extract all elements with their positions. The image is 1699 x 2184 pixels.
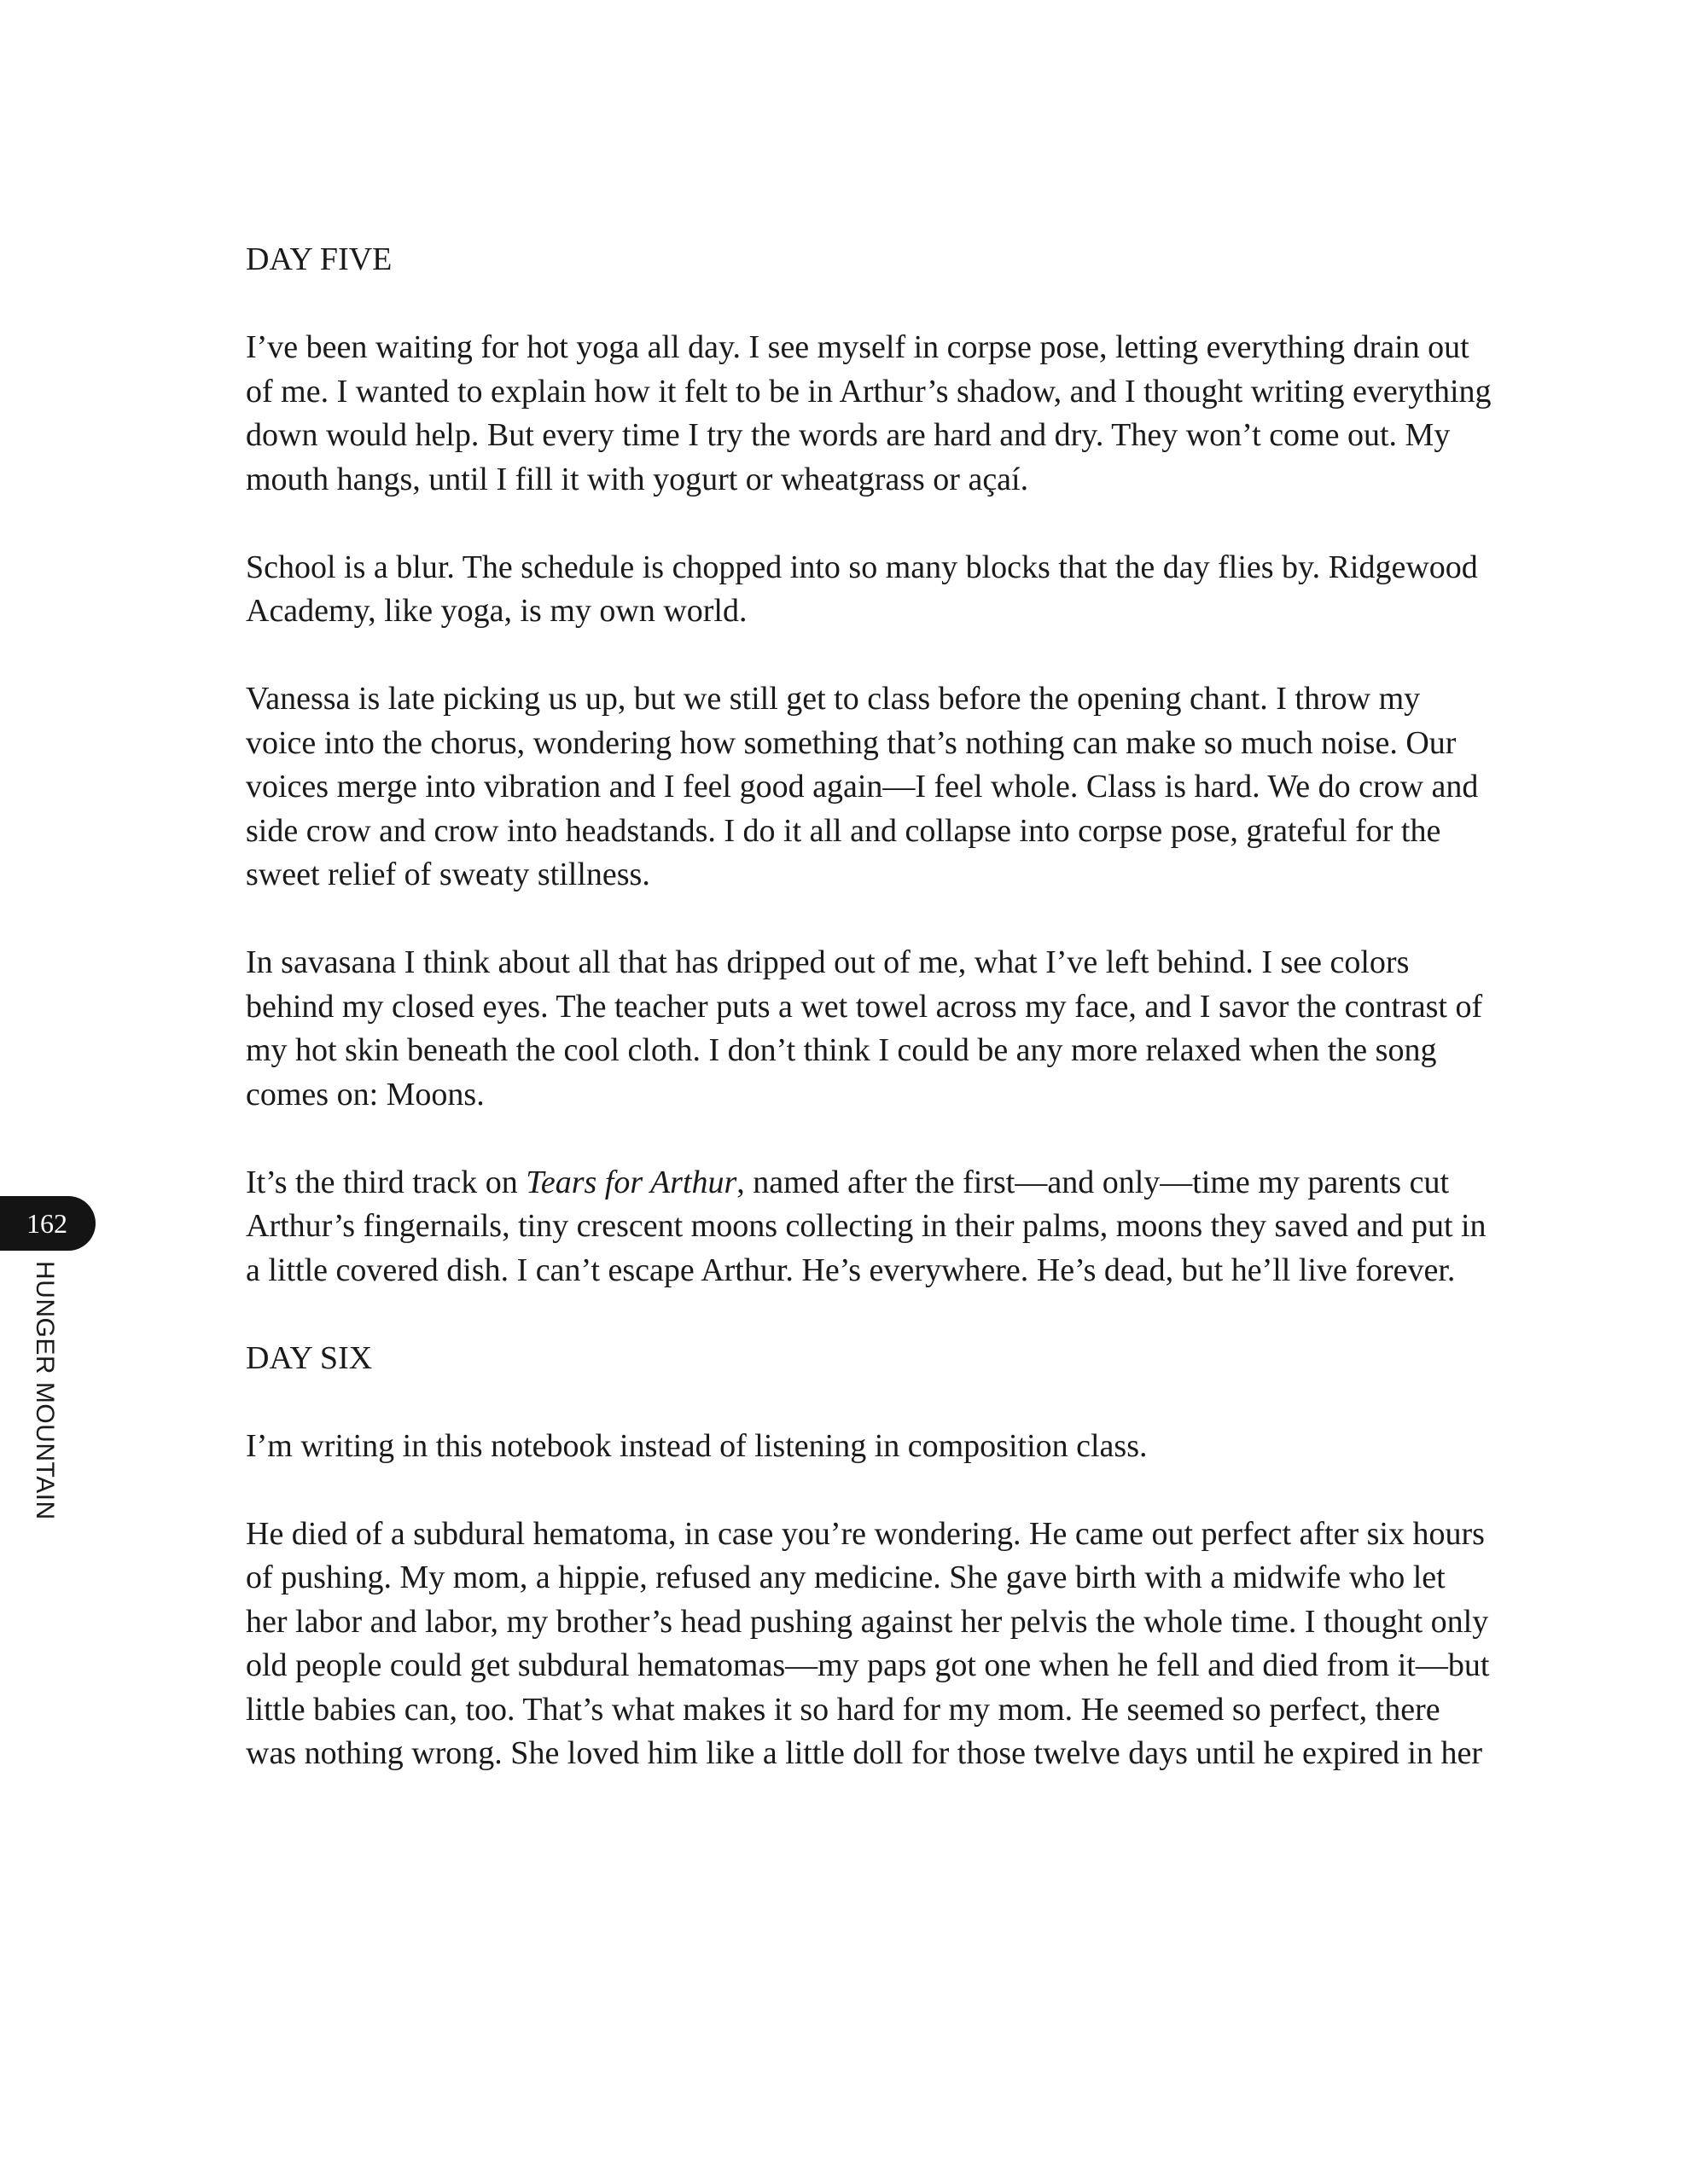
page-number: 162 xyxy=(26,1208,67,1239)
body-text xyxy=(246,238,1492,1776)
paragraph: School is a blur. The schedule is chopped into so many blocks that the day flies by. Ridgewood Academy, like yoga, is my own world. xyxy=(246,549,1478,629)
album-title: Tears for Arthur xyxy=(526,1164,737,1200)
running-title: HUNGER MOUNTAIN xyxy=(31,1261,59,1520)
paragraph: Vanessa is late picking us up, but we still get to class before the opening chant. I throw my voice into the chorus, wondering how something that’s nothing can make so much noise. Our voices merge into vibration and I feel good again—I feel whole. Class is hard. We do crow and side crow and crow into headstands. I do it all and collapse into corpse pose, grateful for the sweet relief of sweaty stillness. xyxy=(246,681,1479,892)
paragraph-track xyxy=(246,1161,1492,1293)
section-heading-day-five: DAY FIVE xyxy=(246,241,393,277)
paragraph-text: It’s the third track on xyxy=(246,1164,527,1200)
paragraph: In savasana I think about all that has dripped out of me, what I’ve left behind. I see colors behind my closed eyes. The teacher puts a wet towel across my face, and I savor the contrast of my hot skin beneath the cool cloth. I don’t think I could be any more relaxed when the song comes on: Moons. xyxy=(246,944,1483,1112)
paragraph-text: , named after the first—and only—time my parents cut Arthur’s fingernails, tiny crescent moons collecting in their palms, moons they saved and put in a little covered dish. I can’t escape Arthur. He’s everywhere. He’s dead, but he’ll live forever. xyxy=(246,1164,1487,1288)
paragraph: I’m writing in this notebook instead of listening in composition class. xyxy=(246,1427,1148,1464)
paragraph: I’ve been waiting for hot yoga all day. I see myself in corpse pose, letting everything drain out of me. I wanted to explain how it felt to be in Arthur’s shadow, and I thought writing everything down would help. But every time I try the words are hard and dry. They won’t come out. My mouth hangs, until I fill it with yogurt or wheatgrass or açaí. xyxy=(246,329,1492,497)
paragraph: He died of a subdural hematoma, in case you’re wondering. He came out perfect after six hours of pushing. My mom, a hippie, refused any medicine. She gave birth with a midwife who let her labor and labor, my brother’s head pushing against her pelvis the whole time. I thought only old people could get subdural hematomas—my paps got one when he fell and died from it—but little babies can, too. That’s what makes it so hard for my mom. He seemed so perfect, there was nothing wrong. She loved him like a little doll for those twelve days until he expired in her xyxy=(246,1515,1490,1771)
section-heading-day-six: DAY SIX xyxy=(246,1339,373,1376)
